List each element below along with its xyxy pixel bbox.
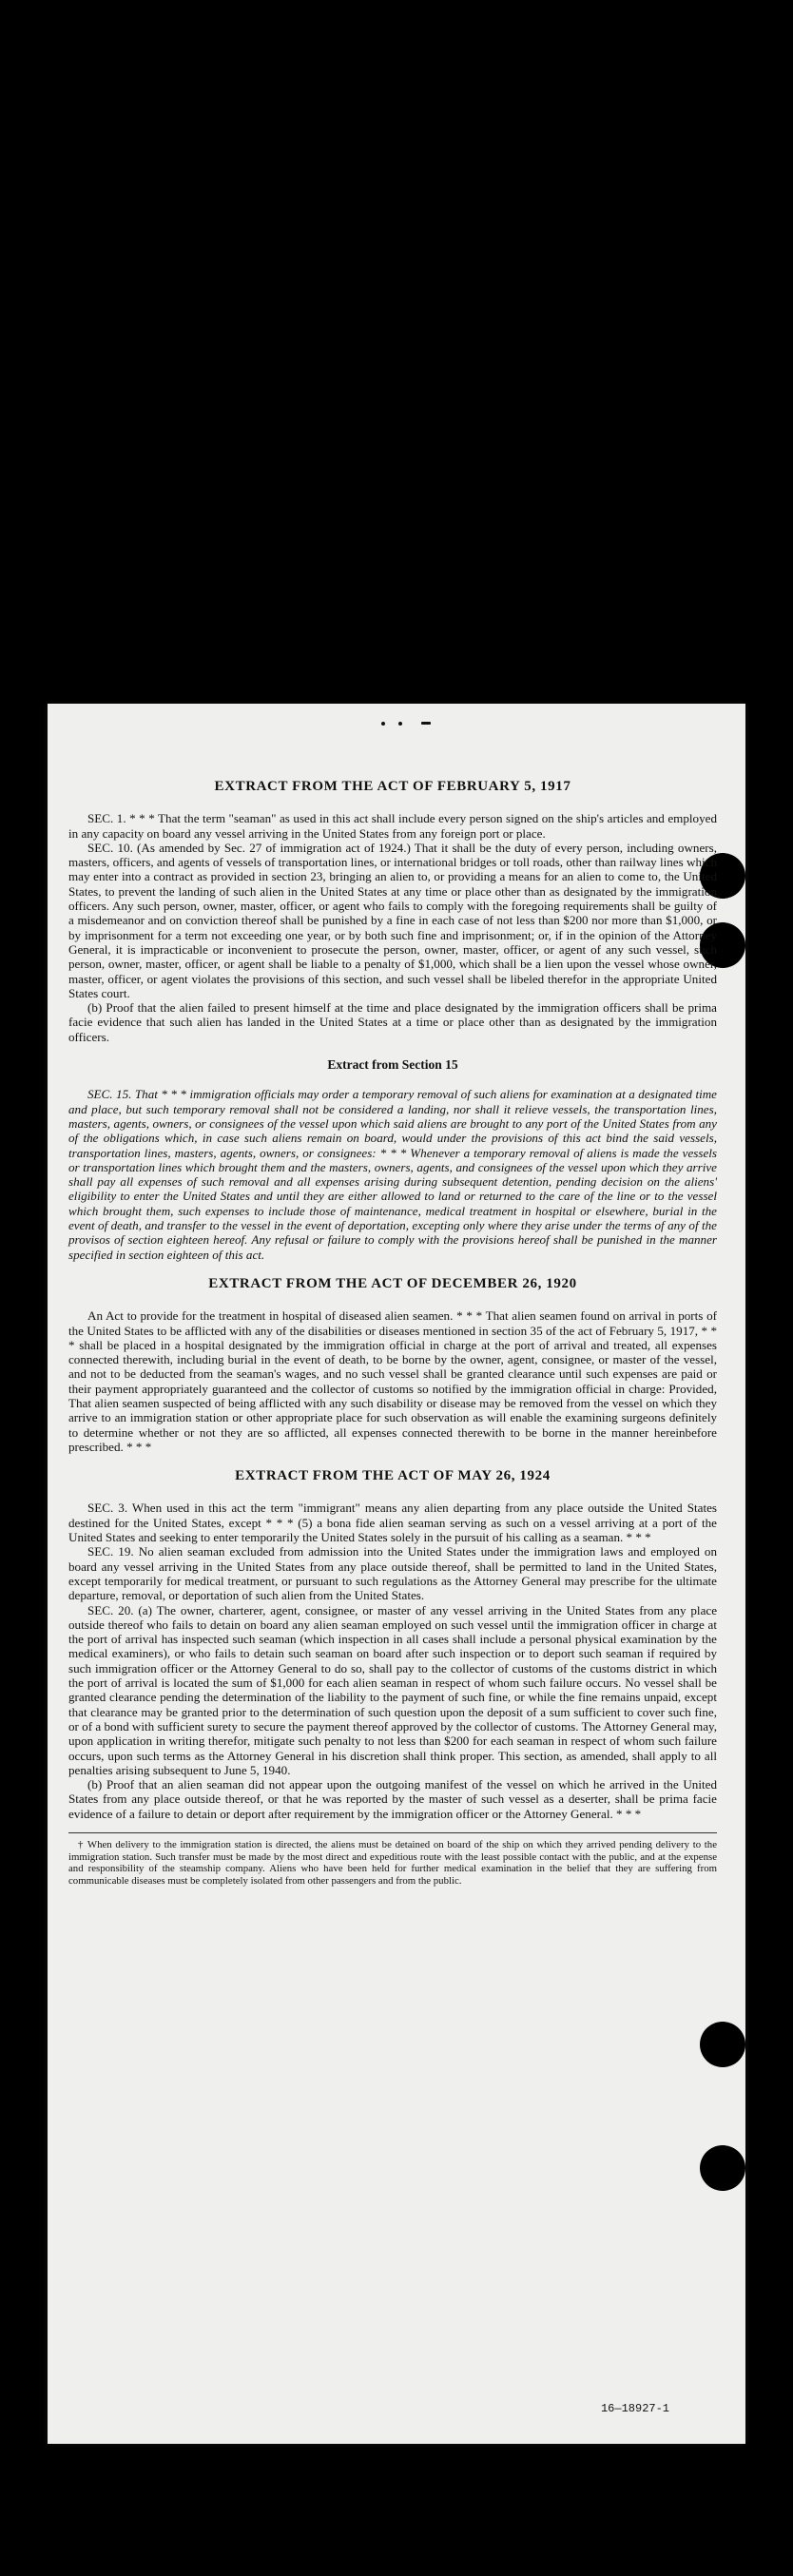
paragraph-sec-20-b: (b) Proof that an alien seaman did not appear upon the outgoing manifest of the vessel on which he arrived in the United States from any place outside thereof, or that he was reported by the master of such vessel as a deserter, shall be prima facie evidence of a failure to detain or deport after requirement by the immigration officer or the Attorney General. * * * [68,1777,717,1821]
top-marks [381,722,457,731]
document-body [68,780,717,1887]
paragraph-dec-1920: An Act to provide for the treatment in hospital of diseased alien seamen. * * * That alien seamen found on arrival in ports of the United States to be afflicted with any of the disabilities or diseases mentioned in section 35 of the act of February 5, 1917, * * * shall be placed in a hospital designated by the immigration official in charge at the port of arrival and treated, all expenses connected therewith, including burial in the event of death, to be borne by the owner, agent, consignee, or master of the vessel, and not to be deducted from the seaman's wages, and no such vessel shall be granted clearance until such expenses are paid or their payment appropriately guaranteed and the collector of customs so notified by the immigration official in charge: Provided, That alien seamen suspected of being afflicted with any such disability or disease may be removed from the vessel on which they arrive to an immigration station or other appropriate place for such observation as will enable the examining surgeons definitely to determine whether or not they are so afflicted, all expenses connected therewith to be borne in the manner hereinbefore prescribed. * * * [68,1308,717,1454]
paragraph-sec-15: SEC. 15. That * * * immigration officials may order a temporary removal of such aliens for examination at a designated time and place, but such temporary removal shall not be considered a landing, nor shall it relieve vessels, the transportation lines, masters, agents, owners, or consignees of the vessel upon which said aliens are brought to any port of the United States from any of the obligations which, in case such aliens remain on board, would under the provisions of this act bind the said vessels, transportation lines, masters, agents, owners, or consignees: * * * Whenever a temporary removal of aliens is made the vessels or transportation lines which brought them and the masters, owners, agents, and consignees of the vessel upon which they arrive shall pay all expenses of such removal and all expenses arising during subsequent detention, pending decision on the aliens' eligibility to enter the United States and until they are either allowed to land or returned to the care of the line or to the vessel which brought them, such expenses to include those of maintenance, medical treatment in hospital or elsewhere, burial in the event of death, and transfer to the vessel in the event of deportation, excepting only where they arise under the terms of any of the provisos of section eighteen hereof. Any refusal or failure to comply with the provisions hereof shall be punished in the manner specified in section eighteen of this act. [68,1087,717,1262]
heading-feb-1917: EXTRACT FROM THE ACT OF FEBRUARY 5, 1917 [214,779,571,794]
paragraph-sec-3: SEC. 3. When used in this act the term "immigrant" means any alien departing from any place outside the United States destined for the United States, except * * * (5) a bona fide alien seaman serving as such on a vessel arriving at a port of the United States and seeking to enter temporarily the United States solely in the pursuit of his calling as a seaman. * * * [68,1501,717,1545]
document-page [48,704,745,2444]
paragraph-sec-20-a: SEC. 20. (a) The owner, charterer, agent, consignee, or master of any vessel arriving in the United States from any place outside thereof who fails to detain on board any alien seaman employed on such vessel until the immigration officer in charge at the port of arrival has inspected such seaman (which inspection in all cases shall include a personal physical examination by the medical examiners), or who fails to detain such seaman on board after such inspection or to deport such seaman if required by such immigration officer or the Attorney General to do so, shall pay to the collector of customs of the customs district in which the port of arrival is located the sum of $1,000 for each alien seaman in respect of whom such failure occurs. No vessel shall be granted clearance pending the determination of the liability to the payment of such fine, or while the fine remains unpaid, except that clearance may be granted prior to the determination of such question upon the deposit of a sum sufficient to cover such fine, or of a bond with sufficient surety to secure the payment thereof approved by the collector of customs. The Attorney General may, upon application in writing therefor, mitigate such penalty to not less than $200 for each seaman in respect of whom such failure occurs, upon such terms as the Attorney General in his discretion shall think proper. This section, as amended, shall apply to all penalties arising subsequent to June 5, 1940. [68,1602,717,1777]
form-number: 16—18927-1 [600,2402,669,2415]
punch-hole [700,2022,745,2067]
paragraph-sec-19: SEC. 19. No alien seaman excluded from admission into the United States under the immigration laws and employed on board any vessel arriving in the United States from any place outside thereof, shall be permitted to land in the United States, except temporarily for medical treatment, or pursuant to such regulations as the Attorney General may prescribe for the ultimate departure, removal, or deportation of such alien from the United States. [68,1544,717,1603]
paragraph-sec-10-b: (b) Proof that the alien failed to present himself at the time and place designated by the immigration officers shall be prima facie evidence that such alien has landed in the United States at a time or place other than as designated by the immigration officers. [68,1000,717,1044]
heading-dec-1920: EXTRACT FROM THE ACT OF DECEMBER 26, 1920 [208,1275,577,1291]
heading-may-1924: EXTRACT FROM THE ACT OF MAY 26, 1924 [235,1468,551,1484]
punch-hole [700,2145,745,2191]
paragraph-sec-10: SEC. 10. (As amended by Sec. 27 of immigration act of 1924.) That it shall be the duty of every person, including owners, masters, officers, and agents of vessels of transportation lines, or international bridges or toll roads, other than railway lines which may enter into a contract as provided in section 23, bringing an alien to, or providing a means for an alien to come to, the United States, to prevent the landing of such alien in the United States at any time or place other than as designated by the immigration officers. Any such person, owner, master, officer, or agent who fails to comply with the foregoing requirements shall be guilty of a misdemeanor and on conviction thereof shall be punished by a fine in each case of not less than $200 nor more than $1,000, or by imprisonment for a term not exceeding one year, or by both such fine and imprisonment; or, if in the opinion of the Attorney General, it is impracticable or inconvenient to prosecute the person, owner, master, officer, or agent of any such vessel, such person, owner, master, officer, or agent shall be liable to a penalty of $1,000, which shall be a lien upon the vessel whose owner, master, officer, or agent violates the provisions of this section, and such vessel shall be libeled therefor in the appropriate United States court. [68,840,717,1000]
heading-section-15: Extract from Section 15 [327,1057,458,1073]
footnote: † When delivery to the immigration station is directed, the aliens must be detained on board of the ship on which they arrived pending delivery to the immigration station. Such transfer must be made by the most direct and expeditious route with the least possible contact with the public, and at the expense and responsibility of the steamship company. Aliens who have been held for further medical examination in the belief that they are suffering from communicable diseases must be completely isolated from other passengers and from the public. [68,1832,717,1887]
paragraph-sec-1: SEC. 1. * * * That the term "seaman" as used in this act shall include every person signed on the ship's articles and employed in any capacity on board any vessel arriving in the United States from any foreign port or place. [68,811,717,841]
